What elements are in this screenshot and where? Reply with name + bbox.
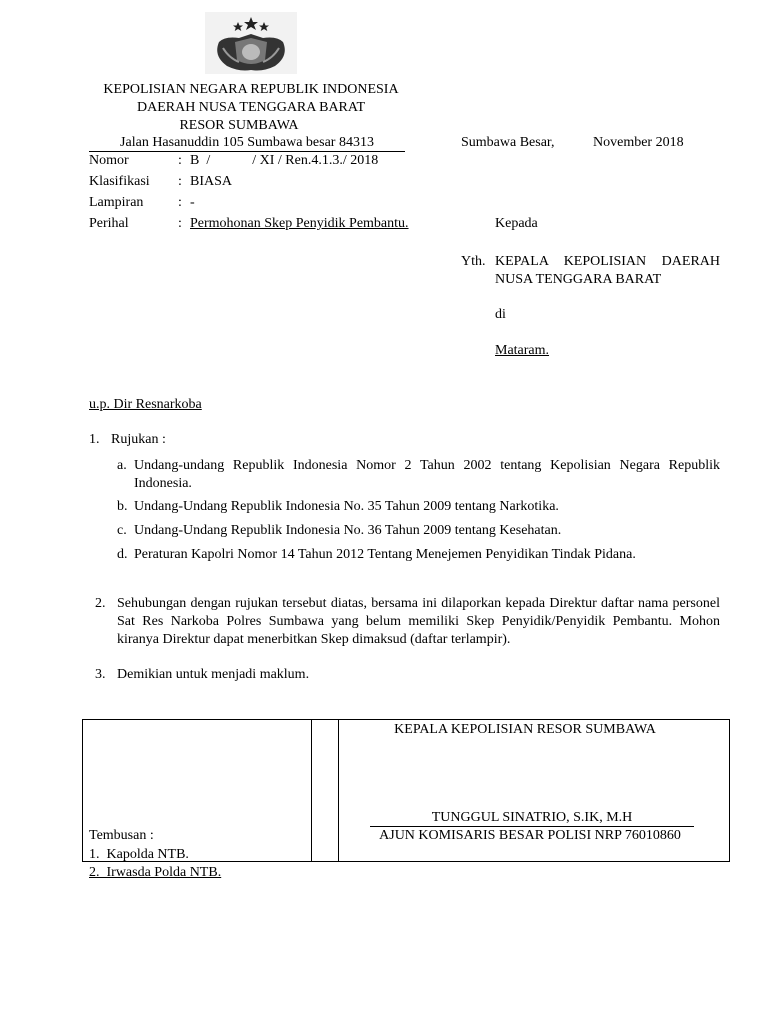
ref-a-text: Undang-undang Republik Indonesia Nomor 2 Tahun 2002 tentang Kepolisian Negara Republik Indonesia. <box>134 458 720 491</box>
org-address <box>89 134 405 152</box>
date-place: Sumbawa Besar, <box>461 135 555 150</box>
klasifikasi-label: Klasifikasi <box>89 174 150 189</box>
item3-number: 3. <box>95 667 106 682</box>
police-emblem-logo <box>205 12 297 74</box>
nomor-label: Nomor <box>89 153 129 168</box>
item2-number: 2. <box>95 596 106 611</box>
klasifikasi-value: BIASA <box>190 174 233 189</box>
item1-number: 1. <box>89 432 100 447</box>
org-name-line1: KEPOLISIAN NEGARA REPUBLIK INDONESIA <box>103 82 399 97</box>
recipient-line2: NUSA TENGGARA BARAT <box>495 272 662 287</box>
lampiran-value: - <box>190 195 195 210</box>
cc-item-2: 2. Irwasda Polda NTB. <box>89 865 222 880</box>
perihal-label: Perihal <box>89 216 129 231</box>
yth-label: Yth. <box>461 254 486 269</box>
perihal-colon: : <box>178 216 182 231</box>
cc-item-1: 1. Kapolda NTB. <box>89 847 189 862</box>
item1-title: Rujukan : <box>111 432 166 447</box>
klasifikasi-colon: : <box>178 174 182 189</box>
ref-d-text: Peraturan Kapolri Nomor 14 Tahun 2012 Tentang Menejemen Penyidikan Tindak Pidana. <box>134 547 636 562</box>
signature-title: KEPALA KEPOLISIAN RESOR SUMBAWA <box>394 722 656 737</box>
lampiran-colon: : <box>178 195 182 210</box>
ref-b-text: Undang-Undang Republik Indonesia No. 35 Tahun 2009 tentang Narkotika. <box>134 499 559 514</box>
signature-name: TUNGGUL SINATRIO, S.IK, M.H <box>431 810 633 825</box>
item2-text: Sehubungan dengan rujukan tersebut diatas, bersama ini dilaporkan kepada Direktur daftar nama personel Sat Res Narkoba Polres Sumbawa yang belum memiliki Skep Penyidik/Penyidik Pembantu. Mohon kiranya Direktur dapat menerbitkan Skep dimaksud (daftar terlampir). <box>117 596 720 647</box>
lampiran-label: Lampiran <box>89 195 144 210</box>
date-month-year: November 2018 <box>593 135 684 150</box>
nomor-value: B / / XI / Ren.4.1.3./ 2018 <box>190 153 379 168</box>
attention-line: u.p. Dir Resnarkoba <box>89 397 202 412</box>
ref-a-letter: a. <box>117 458 127 473</box>
ref-d-letter: d. <box>117 547 128 562</box>
recipient-di: di <box>495 307 506 322</box>
kepada-label: Kepada <box>495 216 538 231</box>
org-name-line2: DAERAH NUSA TENGGARA BARAT <box>136 100 366 115</box>
nomor-colon: : <box>178 153 182 168</box>
recipient-city: Mataram. <box>495 343 550 358</box>
ref-b-letter: b. <box>117 499 128 514</box>
item3-text: Demikian untuk menjadi maklum. <box>117 667 310 682</box>
cc-label: Tembusan : <box>89 828 154 843</box>
recipient-line1: KEPALA KEPOLISIAN DAERAH <box>495 254 720 269</box>
perihal-value: Permohonan Skep Penyidik Pembantu. <box>190 216 409 231</box>
org-address-text: Jalan Hasanuddin 105 Sumbawa besar 84313 <box>120 135 374 150</box>
ref-c-text: Undang-Undang Republik Indonesia No. 36 Tahun 2009 tentang Kesehatan. <box>134 523 562 538</box>
signature-name-line <box>370 809 694 827</box>
table-divider-1 <box>311 720 312 861</box>
ref-c-letter: c. <box>117 523 127 538</box>
org-name-line3: RESOR SUMBAWA <box>179 118 299 133</box>
signature-rank: AJUN KOMISARIS BESAR POLISI NRP 76010860 <box>379 828 681 843</box>
